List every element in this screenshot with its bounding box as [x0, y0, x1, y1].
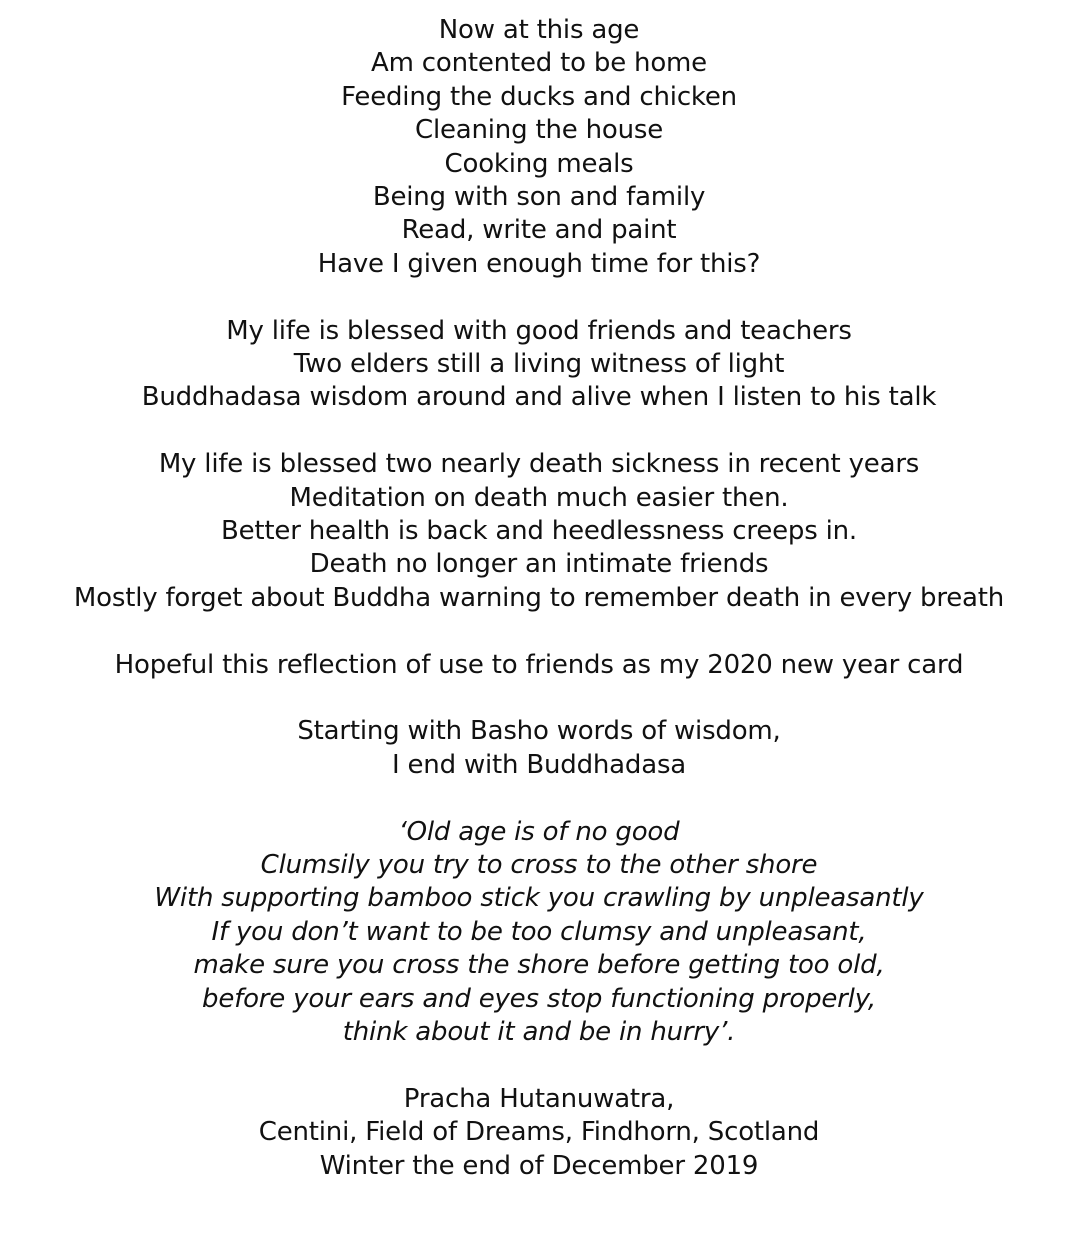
- poem-line: My life is blessed two nearly death sickness in recent years: [158, 449, 920, 480]
- poem-line: Starting with Basho words of wisdom,: [297, 716, 781, 747]
- poem-line: Cooking meals: [444, 148, 634, 179]
- poem-line: Meditation on death much easier then.: [289, 482, 789, 513]
- stanza-now-at-this-age: [0, 14, 1078, 281]
- stanza-new-year-card: [0, 649, 1078, 682]
- poem-line: Being with son and family: [372, 182, 706, 213]
- poem-line: Death no longer an intimate friends: [309, 549, 769, 580]
- poem-document: [0, 14, 1078, 1183]
- quote-line: make sure you cross the shore before getting too old,: [193, 950, 885, 981]
- quote-line: Clumsily you try to cross to the other shore: [260, 850, 818, 881]
- quote-line: If you don’t want to be too clumsy and unpleasant,: [211, 916, 867, 947]
- poem-line: Feeding the ducks and chicken: [341, 81, 737, 112]
- stanza-basho-intro: [0, 715, 1078, 782]
- author-date: Winter the end of December 2019: [319, 1150, 759, 1181]
- poem-line: Hopeful this reflection of use to friends as my 2020 new year card: [114, 649, 964, 680]
- poem-line: I end with Buddhadasa: [391, 749, 687, 780]
- stanza-sickness-and-death: [0, 448, 1078, 615]
- author-location: Centini, Field of Dreams, Findhorn, Scotland: [258, 1117, 820, 1148]
- poem-line: Have I given enough time for this?: [317, 248, 761, 279]
- stanza-friends-and-teachers: [0, 315, 1078, 415]
- signature-block: [0, 1083, 1078, 1183]
- quote-line: With supporting bamboo stick you crawling by unpleasantly: [154, 883, 924, 914]
- poem-line: Better health is back and heedlessness creeps in.: [220, 516, 857, 547]
- poem-line: Now at this age: [438, 15, 640, 45]
- poem-line: Read, write and paint: [401, 215, 677, 246]
- poem-line: Am contented to be home: [371, 48, 707, 79]
- quote-line: before your ears and eyes stop functioning properly,: [202, 983, 876, 1014]
- poem-line: My life is blessed with good friends and teachers: [226, 315, 852, 346]
- poem-line: Cleaning the house: [415, 115, 663, 146]
- quote-line: ‘Old age is of no good: [398, 816, 680, 847]
- author-name: Pracha Hutanuwatra,: [403, 1083, 675, 1114]
- quote-line: think about it and be in hurry’.: [342, 1017, 736, 1048]
- stanza-quotation: [0, 816, 1078, 1050]
- poem-line: Two elders still a living witness of light: [293, 349, 785, 380]
- poem-line: Mostly forget about Buddha warning to remember death in every breath: [73, 582, 1005, 613]
- poem-line: Buddhadasa wisdom around and alive when I listen to his talk: [141, 382, 937, 413]
